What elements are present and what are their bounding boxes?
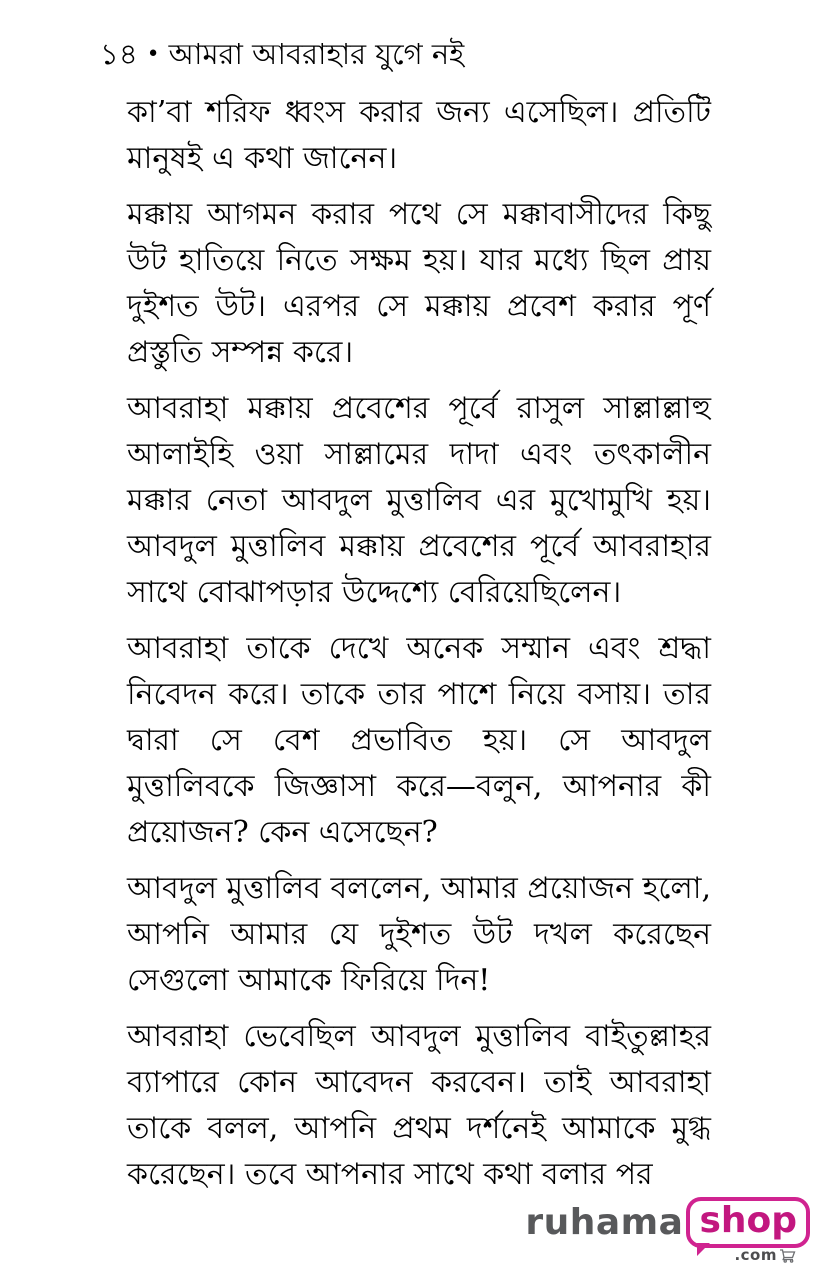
bullet-separator-icon: •: [146, 42, 160, 67]
brand-domain-row: [734, 1248, 796, 1263]
brand-name-ruhama: ruhama: [525, 1201, 684, 1243]
paragraph: আবরাহা মক্কায় প্রবেশের পূর্বে রাসুল সাল্লাল্লাহু আলাইহি ওয়া সাল্লামের দাদা এবং তৎকালীন মক্কার নেতা আবদুল মুত্তালিব এর মুখোমুখি হয়। আবদুল মুত্তালিব মক্কায় প্রবেশের পূর্বে আবরাহার সাথে বোঝাপড়ার উদ্দেশ্যে বেরিয়েছিলেন।: [127, 391, 711, 610]
publisher-logo: [525, 1197, 810, 1264]
brand-badge-shop: [686, 1197, 810, 1264]
brand-domain: .com: [734, 1246, 777, 1264]
book-title: আমরা আবরাহার যুগে নই: [168, 37, 465, 71]
speech-bubble-tail-icon: [697, 1243, 710, 1256]
paragraph: মক্কায় আগমন করার পথে সে মক্কাবাসীদের কিছু উট হাতিয়ে নিতে সক্ষম হয়। যার মধ্যে ছিল প্রায় দুইশত উট। এরপর সে মক্কায় প্রবেশ করার পূর্ণ প্রস্তুতি সম্পন্ন করে।: [127, 197, 711, 370]
paragraph: আবরাহা তাকে দেখে অনেক সম্মান এবং শ্রদ্ধা নিবেদন করে। তাকে তার পাশে নিয়ে বসায়। তার দ্বারা সে বেশ প্রভাবিত হয়। সে আবদুল মুত্তালিবকে জিজ্ঞাসা করে—বলুন, আপনার কী প্রয়োজন? কেন এসেছেন?: [127, 631, 711, 850]
page-header: [100, 34, 464, 75]
paragraph: আবদুল মুত্তালিব বললেন, আমার প্রয়োজন হলো, আপনি আমার যে দুইশত উট দখল করেছেন সেগুলো আমাকে ফিরিয়ে দিন!: [127, 871, 711, 998]
page-number: ১৪: [100, 37, 138, 71]
brand-name-shop: shop: [699, 1200, 797, 1241]
paragraph: আবরাহা ভেবেছিল আবদুল মুত্তালিব বাইতুল্লাহর ব্যাপারে কোন আবেদন করবেন। তাই আবরাহা তাকে বলল, আপনি প্রথম দর্শনেই আমাকে মুগ্ধ করেছেন। তবে আপনার সাথে কথা বলার পর: [127, 1019, 711, 1192]
shopping-cart-icon: [779, 1248, 796, 1263]
paragraph: কা’বা শরিফ ধ্বংস করার জন্য এসেছিল। প্রতিটি মানুষই এ কথা জানেন।: [127, 95, 711, 176]
body-text: [127, 90, 711, 1208]
